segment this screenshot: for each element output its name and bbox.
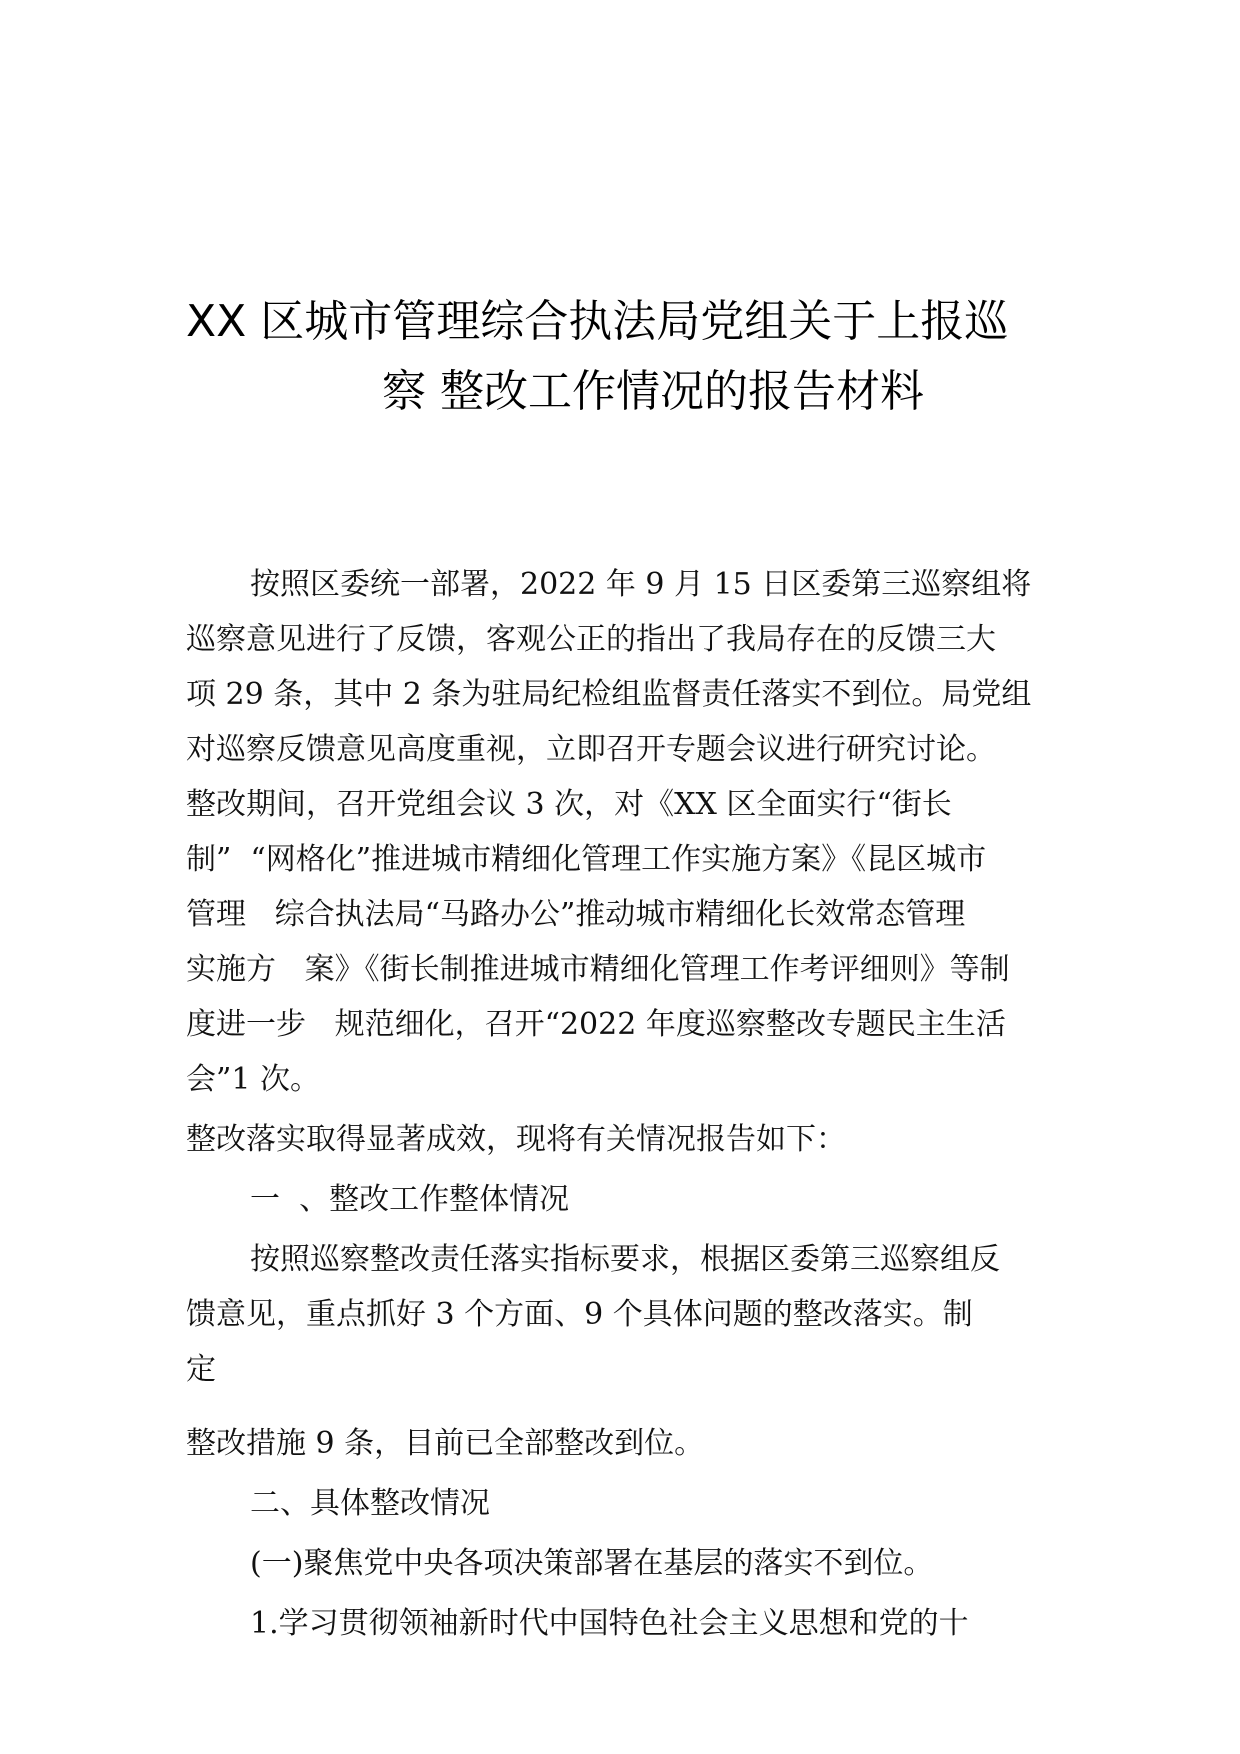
section-heading: 二、具体整改情况 <box>250 1486 490 1521</box>
paragraph-line: 定 <box>186 1352 216 1387</box>
subsection-heading: (一)聚焦党中央各项决策部署在基层的落实不到位。 <box>250 1546 934 1581</box>
paragraph-line: 项 29 条，其中 2 条为驻局纪检组监督责任落实不到位。局党组 <box>186 677 1032 712</box>
paragraph-line: 度进一步 规范细化，召开“2022 年度巡察整改专题民主生活 <box>186 1007 1006 1042</box>
paragraph-line: 整改措施 9 条，目前已全部整改到位。 <box>186 1426 705 1461</box>
list-item: 1.学习贯彻领袖新时代中国特色社会主义思想和党的十 <box>250 1606 969 1641</box>
paragraph-line: 巡察意见进行了反馈，客观公正的指出了我局存在的反馈三大 <box>186 622 996 657</box>
paragraph-line: 制” “网格化”推进城市精细化管理工作实施方案》《昆区城市 <box>186 842 987 877</box>
paragraph-line: 管理 综合执法局“马路办公”推动城市精细化长效常态管理 <box>186 897 966 932</box>
document-title-line-2: 察 整改工作情况的报告材料 <box>382 366 924 417</box>
section-heading: 一 、整改工作整体情况 <box>250 1182 570 1217</box>
paragraph-line: 会”1 次。 <box>186 1062 320 1097</box>
paragraph-line: 整改落实取得显著成效，现将有关情况报告如下： <box>186 1122 846 1157</box>
paragraph-line: 对巡察反馈意见高度重视，立即召开专题会议进行研究讨论。 <box>186 732 996 767</box>
document-title-line-1: XX 区城市管理综合执法局党组关于上报巡 <box>186 296 1009 347</box>
paragraph-line: 整改期间，召开党组会议 3 次，对《XX 区全面实行“街长 <box>186 787 952 822</box>
paragraph-line: 实施方 案》《街长制推进城市精细化管理工作考评细则》等制 <box>186 952 1010 987</box>
paragraph-line: 按照巡察整改责任落实指标要求，根据区委第三巡察组反 <box>250 1242 1000 1277</box>
paragraph-line: 按照区委统一部署，2022 年 9 月 15 日区委第三巡察组将 <box>250 567 1032 602</box>
paragraph-line: 馈意见，重点抓好 3 个方面、9 个具体问题的整改落实。制 <box>186 1297 973 1332</box>
